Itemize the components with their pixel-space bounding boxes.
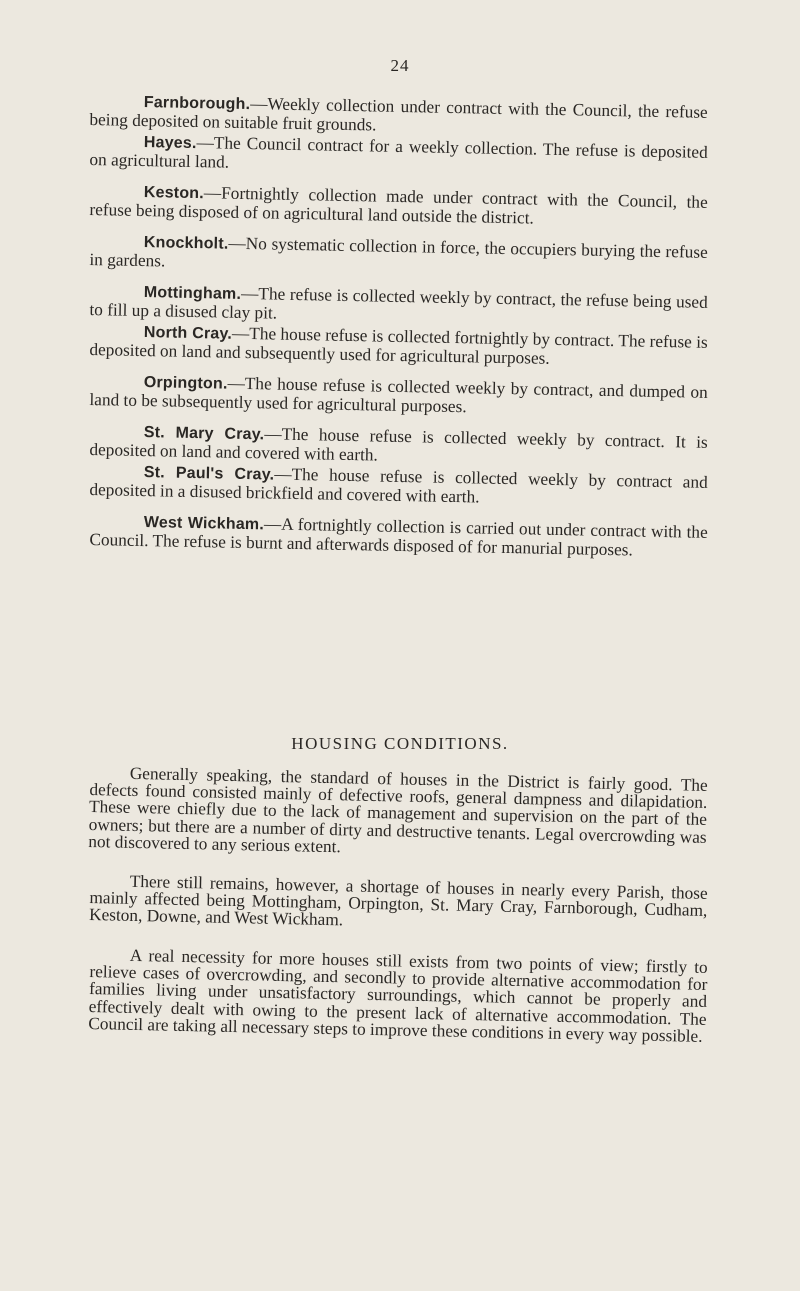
entry-orpington	[89, 372, 708, 420]
place-name: Knockholt.	[143, 234, 229, 253]
housing-conditions-body	[90, 764, 708, 1054]
refuse-collection-list	[90, 92, 708, 562]
place-name: Hayes.	[143, 134, 197, 153]
entry-farnborough	[89, 92, 708, 140]
paragraph-text: Generally speaking, the standard of houses in the District is fairly good. The defects found consisted mainly of defective roofs, general dampness and dilapidation. These were chiefly due to the lack of management and supervision on the part of the owners; but there are a number of dirty and destructive tenants. Legal overcrowding was not discovered to any serious extent.	[88, 763, 708, 857]
place-name: St. Paul's Cray.	[143, 464, 275, 484]
paragraph-text: A real necessity for more houses still exists from two points of view; firstly to relieve cases of overcrowding, and secondly to provide alternative accommodation for families living under unsatisfactory surroundings, which cannot be properly and effectively dealt with owing to the present lack of alternative accommodation. The Council are taking all necessary steps to improve these conditions in every way possible.	[88, 945, 708, 1046]
place-name: Orpington.	[143, 374, 228, 393]
entry-st-mary-cray	[89, 422, 708, 470]
page-number: 24	[390, 56, 410, 75]
entry-text: —Weekly collection under contract with the Council, the refuse being deposited on suitable fruit grounds.	[89, 94, 708, 135]
paragraph-necessity	[88, 946, 708, 1045]
entry-text: —A fortnightly collection is carried out under contract with the Council. The refuse is burnt and afterwards disposed of for manurial purposes.	[89, 514, 708, 559]
entry-text: —Fortnightly collection made under contract with the Council, the refuse being disposed of on agricultural land outside the district.	[89, 183, 708, 228]
entry-keston	[89, 182, 708, 230]
entry-text: —The house refuse is collected weekly by contract, and dumped on land to be subsequently used for agricultural purposes.	[89, 373, 708, 416]
entry-text: —The house refuse is collected fortnightly by contract. The refuse is deposited on land and subsequently used for agricultural purposes.	[89, 323, 708, 368]
place-name: Farnborough.	[143, 94, 251, 114]
entry-st-pauls-cray	[89, 462, 708, 510]
section-title: HOUSING CONDITIONS.	[291, 734, 509, 753]
entry-mottingham	[89, 282, 708, 330]
place-name: West Wickham.	[143, 514, 265, 534]
place-name: Keston.	[143, 184, 205, 203]
entry-text: —The house refuse is collected weekly by contract. It is deposited on land and covered with earth.	[89, 424, 708, 465]
entry-text: —The refuse is collected weekly by contract, the refuse being used to fill up a disused clay pit.	[89, 283, 708, 323]
entry-north-cray	[89, 322, 708, 370]
entry-west-wickham	[89, 512, 708, 560]
paragraph-text: There still remains, however, a shortage of houses in nearly every Parish, those mainly affected being Mottingham, Orpington, St. Mary Cray, Farnborough, Cudham, Keston, Downe, and West Wickham.	[88, 871, 708, 930]
entry-knockholt	[89, 232, 708, 280]
entry-text: —The Council contract for a weekly collection. The refuse is deposited on agricultural land.	[89, 133, 708, 172]
paragraph-standard-of-houses	[88, 764, 708, 863]
entry-hayes	[89, 132, 708, 180]
paragraph-shortage	[89, 872, 708, 937]
entry-text: —The house refuse is collected weekly by contract and deposited in a disused brickfield and covered with earth.	[89, 464, 708, 506]
entry-text: —No systematic collection in force, the occupiers burying the refuse in gardens.	[89, 233, 708, 270]
place-name: St. Mary Cray.	[143, 424, 265, 444]
place-name: Mottingham.	[143, 284, 242, 303]
place-name: North Cray.	[143, 324, 233, 343]
